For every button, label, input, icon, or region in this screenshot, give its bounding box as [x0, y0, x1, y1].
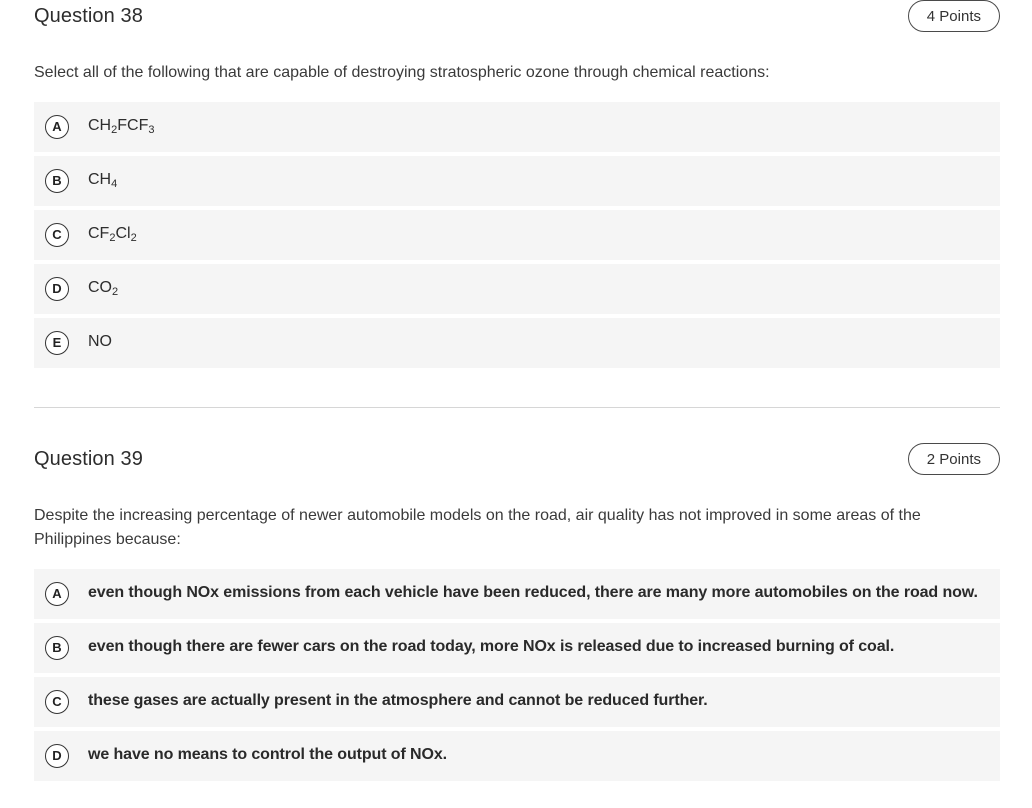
question-prompt: Despite the increasing percentage of newer automobile models on the road, air quality has not improved in some areas of the Philippines because:: [34, 507, 921, 548]
question-header: [34, 0, 1000, 34]
answer-options: [34, 102, 1000, 368]
points-badge: 2 Points: [908, 443, 1000, 475]
option-label: $CF_2Cl_2$: [88, 225, 137, 244]
option-label: $CH_2FCF_3$: [88, 117, 155, 136]
option-d[interactable]: [34, 731, 1000, 781]
question-39: [34, 443, 1000, 785]
option-letter: D: [45, 744, 69, 768]
question-divider: [34, 407, 1000, 408]
option-label: $CO_2$: [88, 279, 119, 298]
option-b[interactable]: [34, 623, 1000, 673]
question-title: Question 38: [34, 5, 143, 27]
option-label: even though NOx emissions from each vehicle have been reduced, there are many more automobiles on the road now.: [88, 584, 978, 601]
option-e[interactable]: [34, 318, 1000, 368]
option-letter: E: [45, 331, 69, 355]
option-letter: C: [45, 223, 69, 247]
option-letter: A: [45, 115, 69, 139]
option-label: we have no means to control the output of NOx.: [88, 746, 447, 763]
option-letter: A: [45, 582, 69, 606]
option-letter: B: [45, 636, 69, 660]
option-letter: D: [45, 277, 69, 301]
option-label: even though there are fewer cars on the road today, more NOx is released due to increased burning of coal.: [88, 638, 895, 655]
question-38: [34, 0, 1000, 372]
option-b[interactable]: [34, 156, 1000, 206]
option-label: NO: [88, 333, 112, 350]
option-c[interactable]: [34, 210, 1000, 260]
option-label: $CH_4$: [88, 171, 118, 190]
question-prompt: Select all of the following that are capable of destroying stratospheric ozone through chemical reactions:: [34, 64, 770, 81]
points-badge: 4 Points: [908, 0, 1000, 32]
option-a[interactable]: [34, 569, 1000, 619]
option-letter: C: [45, 690, 69, 714]
option-d[interactable]: [34, 264, 1000, 314]
option-a[interactable]: [34, 102, 1000, 152]
answer-options: [34, 569, 1000, 781]
option-letter: B: [45, 169, 69, 193]
option-c[interactable]: [34, 677, 1000, 727]
question-title: Question 39: [34, 448, 143, 470]
option-label: these gases are actually present in the atmosphere and cannot be reduced further.: [88, 692, 708, 709]
question-header: [34, 443, 1000, 477]
